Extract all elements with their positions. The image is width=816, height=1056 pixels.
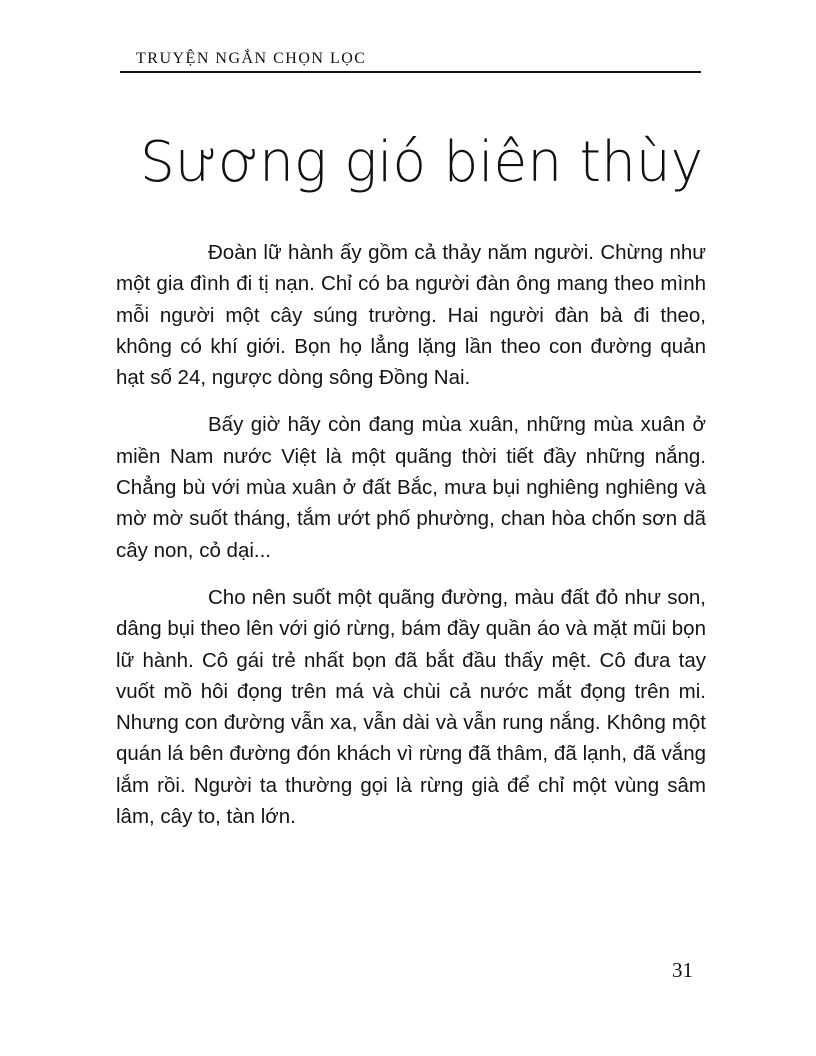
running-header: TRUYỆN NGẮN CHỌN LỌC: [136, 50, 367, 67]
chapter-title: Sương gió biên thùy: [140, 130, 704, 195]
paragraph-2: Bấy giờ hãy còn đang mùa xuân, những mùa xuân ở miền Nam nước Việt là một quãng thời tiết đầy những nắng. Chẳng bù với mùa xuân ở đất Bắc, mưa bụi nghiêng nghiêng và mờ mờ suốt tháng, tắm ướt phố phường, chan hòa chốn sơn dã cây non, cỏ dại...: [116, 413, 706, 562]
header-rule: [120, 71, 701, 73]
paragraph-1: Đoàn lữ hành ấy gồm cả thảy năm người. Chừng như một gia đình đi tị nạn. Chỉ có ba người đàn ông mang theo mình mỗi người một cây súng trường. Hai người đàn bà đi theo, không có khí giới. Bọn họ lẳng lặng lần theo con đường quản hạt số 24, ngược dòng sông Đồng Nai.: [116, 241, 706, 390]
page-number: 31: [672, 958, 693, 982]
body-text: [116, 237, 706, 848]
paragraph-3: Cho nên suốt một quãng đường, màu đất đỏ như son, dâng bụi theo lên với gió rừng, bám đầy quần áo và mặt mũi bọn lữ hành. Cô gái trẻ nhất bọn đã bắt đầu thấy mệt. Cô đưa tay vuốt mồ hôi đọng trên má và chùi cả nước mắt đọng trên mi. Nhưng con đường vẫn xa, vẫn dài và vẫn rung nắng. Không một quán lá bên đường đón khách vì rừng đã thâm, đã lạnh, đã vắng lắm rồi. Người ta thường gọi là rừng già để chỉ một vùng sâm lâm, cây to, tàn lớn.: [116, 585, 706, 829]
